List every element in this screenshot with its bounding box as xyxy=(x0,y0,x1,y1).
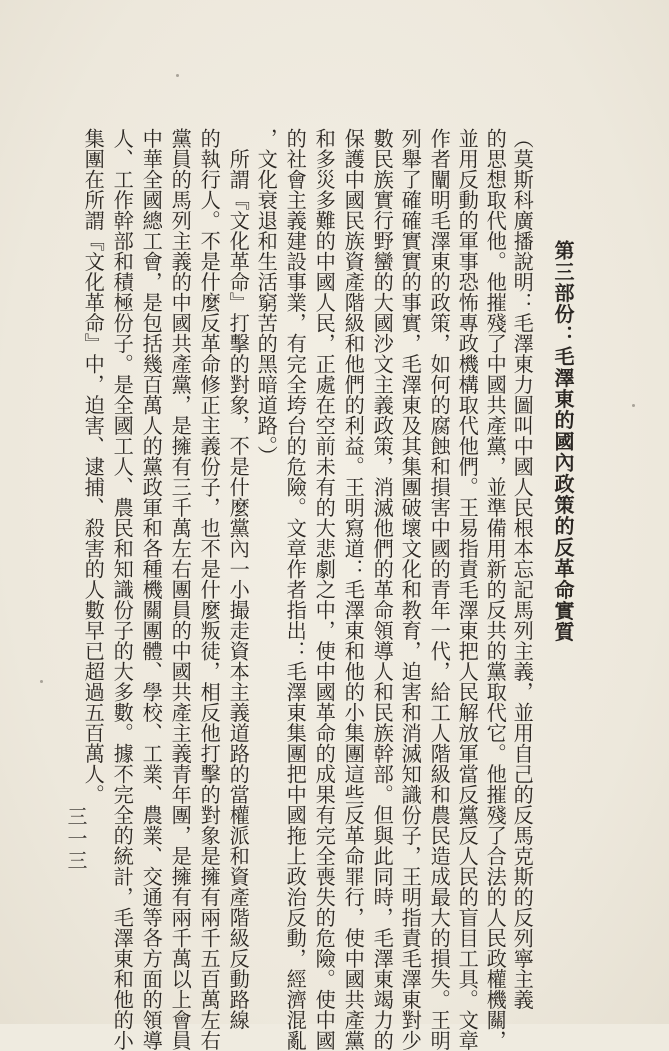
paper-speck xyxy=(40,680,43,683)
text-column: 列舉了確確實實的事實，毛澤東及其集團破壞文化和教育，迫害和消滅知識份子，王明指責毛澤東對少 xyxy=(398,128,423,1051)
text-column: 所謂『文化革命』打擊的對象，不是什麼黨內一小撮走資本主義道路的當權派和資產階級反動路線 xyxy=(226,128,251,1030)
text-column: 數民族實行野蠻的大國沙文主義政策，消滅他們的革命領導人和民族幹部。但與此同時，毛澤東竭力的 xyxy=(370,128,395,1051)
text-column: 作者闡明毛澤東的政策，如何的腐蝕和損害中國的青年一代，給工人階級和農民造成最大的損失。王明 xyxy=(427,128,452,1051)
text-column: 中華全國總工會，是包括幾百萬人的黨政軍和各種機關團體、學校、工業、農業、交通等各方面的領導 xyxy=(139,128,164,1051)
text-column: 黨員的馬列主義的中國共產黨，是擁有三千萬左右團員的中國共產主義青年團，是擁有兩千萬以上會員 xyxy=(168,128,193,1051)
text-column: 和多災多難的中國人民，正處在空前未有的大悲劇之中，使中國革命的成果有完全喪失的危險。使中國 xyxy=(312,128,337,1051)
section-heading: 第三部份：毛澤東的國內政策的反革命實質 xyxy=(551,240,575,643)
text-column: 的執行人。不是什麼反革命修正主義份子，也不是什麼叛徒，相反他打擊的對象是擁有兩千五百萬左右 xyxy=(197,128,222,1051)
text-column: 的思想取代他。他摧殘了中國共產黨，並準備用新的反共的黨取代它。他摧殘了合法的人民政權機關， xyxy=(483,128,508,1051)
text-column: 並用反動的軍事恐怖專政機構取代他們。王易指責毛澤東把人民解放軍當反黨反人民的盲目工具。文章 xyxy=(455,128,480,1051)
page-number: 三一三 xyxy=(64,806,88,872)
text-column: 人、工作幹部和積極份子。是全國工人、農民和知識份子的大多數。據不完全的統計，毛澤東和他的小 xyxy=(110,128,135,1051)
paper-speck xyxy=(632,404,635,407)
text-column: 的社會主義建設事業，有完全垮台的危險。文章作者指出：毛澤東集團把中國拖上政治反動，經濟混亂 xyxy=(283,128,308,1051)
text-column: 集團在所謂『文化革命』中，迫害、逮捕、殺害的人數早已超過五百萬人。 xyxy=(81,128,106,805)
text-column: （莫斯科廣播說明：毛澤東力圖叫中國人民根本忘記馬列主義，並用自己的反馬克斯的反列寧主義 xyxy=(510,128,535,1010)
paper-speck xyxy=(176,74,179,77)
text-column: ，文化衰退和生活窮苦的黑暗道路。） xyxy=(254,128,279,467)
text-column: 保護中國民族資產階級和他們的利益。王明寫道：毛澤東和他的小集團這些反革命罪行，使中國共產黨 xyxy=(341,128,366,1051)
